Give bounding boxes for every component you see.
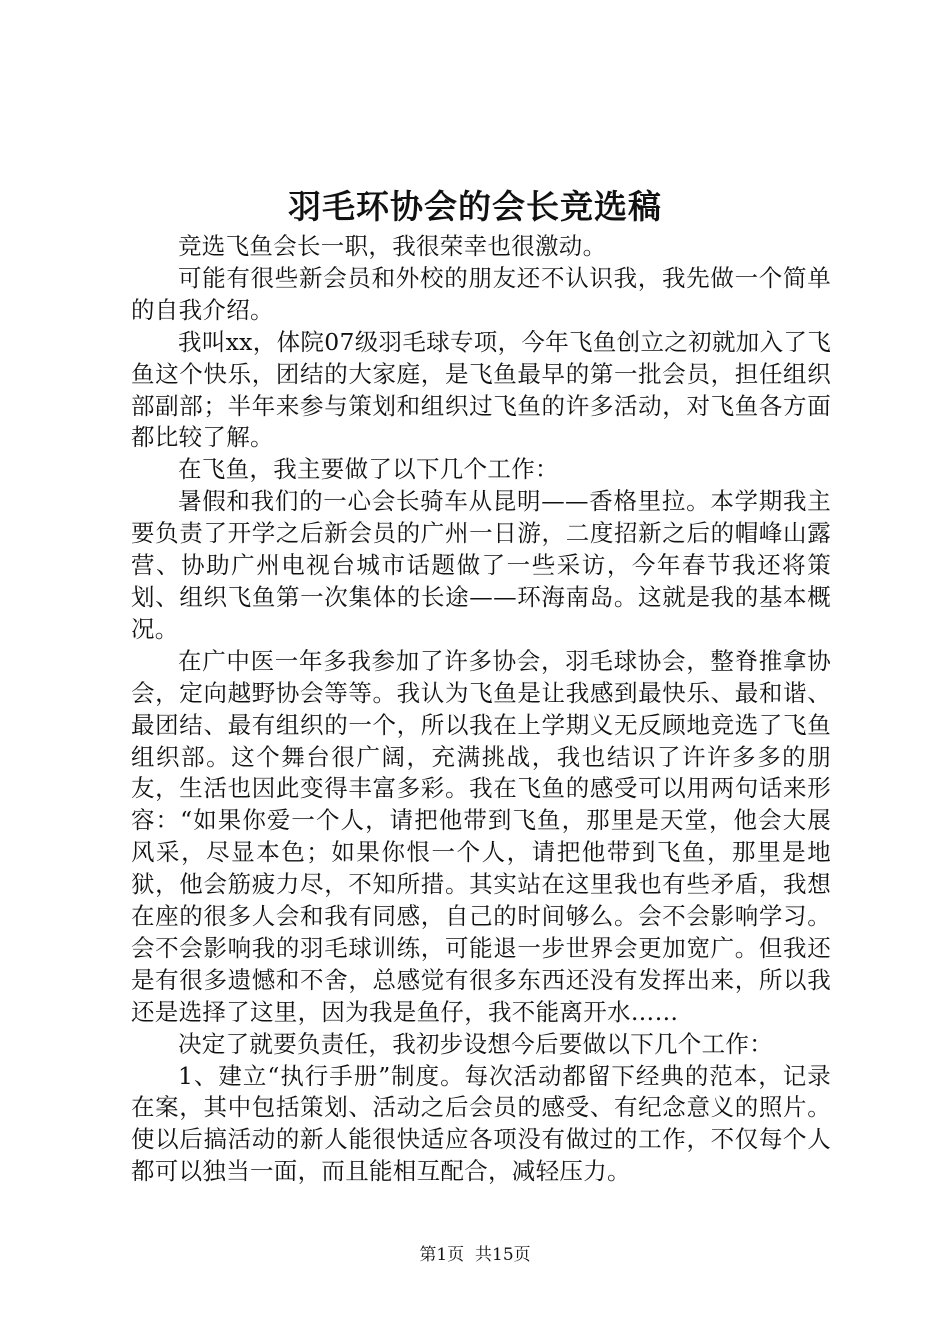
paragraph-4: 在飞鱼，我主要做了以下几个工作： — [178, 455, 559, 484]
document-body — [131, 231, 831, 1188]
document-title: 羽毛环协会的会长竞选稿 — [288, 187, 662, 226]
paragraph-6: 在广中医一年多我参加了许多协会，羽毛球协会，整脊推拿协会，定向越野协会等等。我认为飞鱼是让我感到最快乐、最和谐、最团结、最有组织的一个，所以我在上学期义无反顾地竞选了飞鱼组织部。这个舞台很广阔，充满挑战，我也结识了许许多多的朋友，生活也因此变得丰富多彩。我在飞鱼的感受可以用两句话来形容：“如果你爱一个人，请把他带到飞鱼，那里是天堂，他会大展风采，尽显本色；如果你恨一个人，请把他带到飞鱼，那里是地狱，他会筋疲力尽，不知所措。其实站在这里我也有些矛盾，我想在座的很多人会和我有同感，自己的时间够么。会不会影响学习。会不会影响我的羽毛球训练，可能退一步世界会更加宽广。但我还是有很多遗憾和不舍，总感觉有很多东西还没有发挥出来，所以我还是选择了这里，因为我是鱼仔，我不能离开水…… — [131, 646, 831, 1026]
paragraph-3: 我叫xx，体院07级羽毛球专项，今年飞鱼创立之初就加入了飞鱼这个快乐，团结的大家庭，是飞鱼最早的第一批会员，担任组织部副部；半年来参与策划和组织过飞鱼的许多活动，对飞鱼各方面都比较了解。 — [131, 327, 831, 452]
paragraph-1: 竞选飞鱼会长一职，我很荣幸也很激动。 — [178, 232, 607, 260]
paragraph-7: 决定了就要负责任，我初步设想今后要做以下几个工作： — [178, 1029, 773, 1058]
paragraph-5: 暑假和我们的一心会长骑车从昆明——香格里拉。本学期我主要负责了开学之后新会员的广州一日游，二度招新之后的帽峰山露营、协助广州电视台城市话题做了一些采访，今年春节我还将策划、组织飞鱼第一次集体的长途——环海南岛。这就是我的基本概况。 — [131, 487, 831, 643]
page-footer — [0, 1243, 950, 1267]
page-number-current: 第1页 — [419, 1245, 465, 1265]
page-number-total: 共15页 — [475, 1245, 531, 1265]
paragraph-2: 可能有很些新会员和外校的朋友还不认识我，我先做一个简单的自我介绍。 — [131, 263, 831, 324]
paragraph-8: 1、建立“执行手册”制度。每次活动都留下经典的范本，记录在案，其中包括策划、活动之后会员的感受、有纪念意义的照片。使以后搞活动的新人能很快适应各项没有做过的工作，不仅每个人都可以独当一面，而且能相互配合，减轻压力。 — [131, 1061, 831, 1186]
